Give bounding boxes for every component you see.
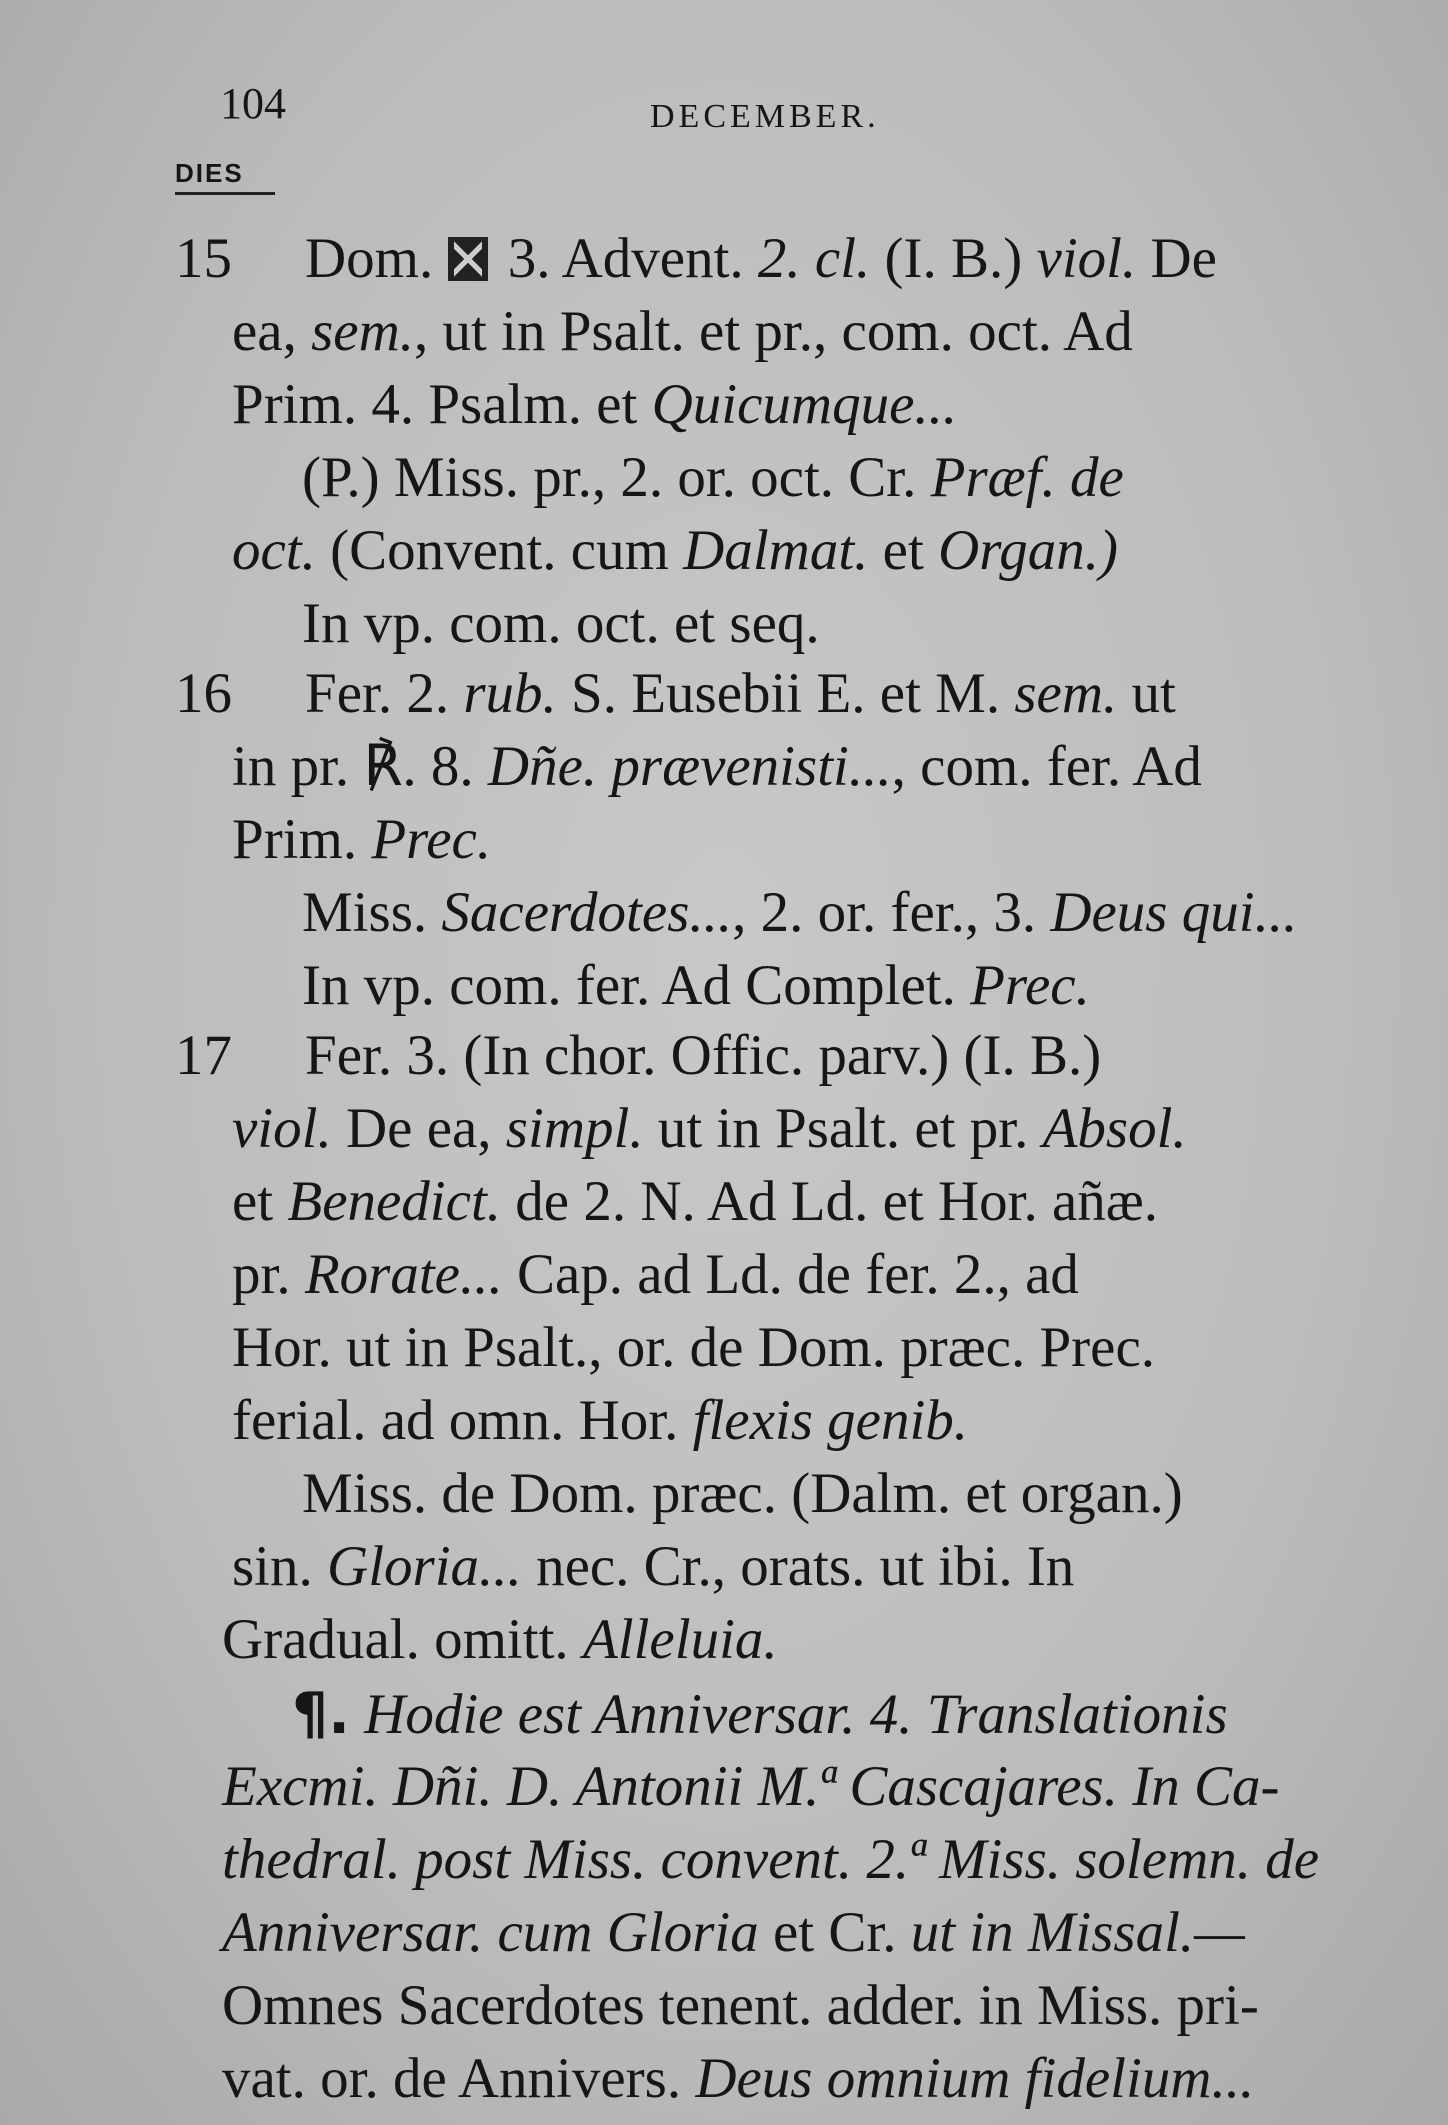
entry-15-line-1: Dom. 3. Advent. 2. cl. (I. B.) viol. De bbox=[305, 227, 1217, 290]
entry-17-line-9: Gradual. omitt. Alleluia. bbox=[222, 1608, 778, 1671]
note-line-6: vat. or. de Annivers. Deus omnium fidelium... bbox=[222, 2047, 1255, 2110]
entry-16-line-4: Miss. Sacerdotes..., 2. or. fer., 3. Deus qui... bbox=[302, 881, 1298, 944]
entry-16-line-1: Fer. 2. rub. S. Eusebii E. et M. sem. ut bbox=[305, 662, 1176, 725]
entry-15-line-3: Prim. 4. Psalm. et Quicumque... bbox=[232, 373, 958, 436]
entry-17-line-7: Miss. de Dom. præc. (Dalm. et organ.) bbox=[302, 1462, 1183, 1525]
entry-15-line-2: ea, sem., ut in Psalt. et pr., com. oct. Ad bbox=[232, 300, 1133, 363]
entry-16-line-2: in pr. ℟. 8. Dñe. prævenisti..., com. fer. Ad bbox=[232, 735, 1202, 798]
note-line-4: Anniversar. cum Gloria et Cr. ut in Missal.— bbox=[222, 1901, 1245, 1964]
day-number-16: 16 bbox=[175, 662, 232, 725]
entry-17-line-6: ferial. ad omn. Hor. flexis genib. bbox=[232, 1389, 969, 1452]
entry-17-line-2: viol. De ea, simpl. ut in Psalt. et pr. Absol. bbox=[232, 1097, 1187, 1160]
entry-15-line-5: oct. (Convent. cum Dalmat. et Organ.) bbox=[232, 519, 1119, 582]
note-line-1: ¶. Hodie est Anniversar. 4. Translationis bbox=[292, 1681, 1228, 1747]
entry-15-line-4: (P.) Miss. pr., 2. or. oct. Cr. Præf. de bbox=[302, 446, 1124, 509]
entry-16-line-5: In vp. com. fer. Ad Complet. Prec. bbox=[302, 954, 1090, 1017]
column-label: DIES bbox=[175, 158, 275, 195]
note-line-5: Omnes Sacerdotes tenent. adder. in Miss. pri- bbox=[222, 1974, 1259, 2037]
cross-icon bbox=[448, 237, 488, 281]
page-number: 104 bbox=[220, 79, 286, 128]
entry-17-line-5: Hor. ut in Psalt., or. de Dom. præc. Prec. bbox=[232, 1316, 1155, 1379]
day-number-17: 17 bbox=[175, 1024, 232, 1087]
day-number-15: 15 bbox=[175, 227, 232, 290]
note-line-3: thedral. post Miss. convent. 2.ª Miss. solemn. de bbox=[222, 1828, 1320, 1891]
paragraph-mark-icon: ¶. bbox=[292, 1681, 350, 1747]
running-title: DECEMBER. bbox=[650, 98, 880, 135]
entry-17-line-3: et Benedict. de 2. N. Ad Ld. et Hor. añæ. bbox=[232, 1170, 1159, 1233]
note-line-2: Excmi. Dñi. D. Antonii M.ª Cascajares. In Ca- bbox=[222, 1755, 1280, 1818]
entry-17-line-1: Fer. 3. (In chor. Offic. parv.) (I. B.) bbox=[305, 1024, 1102, 1087]
entry-15-line-6: In vp. com. oct. et seq. bbox=[302, 592, 820, 655]
entry-17-line-4: pr. Rorate... Cap. ad Ld. de fer. 2., ad bbox=[232, 1243, 1079, 1306]
entry-16-line-3: Prim. Prec. bbox=[232, 808, 492, 871]
entry-17-line-8: sin. Gloria... nec. Cr., orats. ut ibi. In bbox=[232, 1535, 1075, 1598]
